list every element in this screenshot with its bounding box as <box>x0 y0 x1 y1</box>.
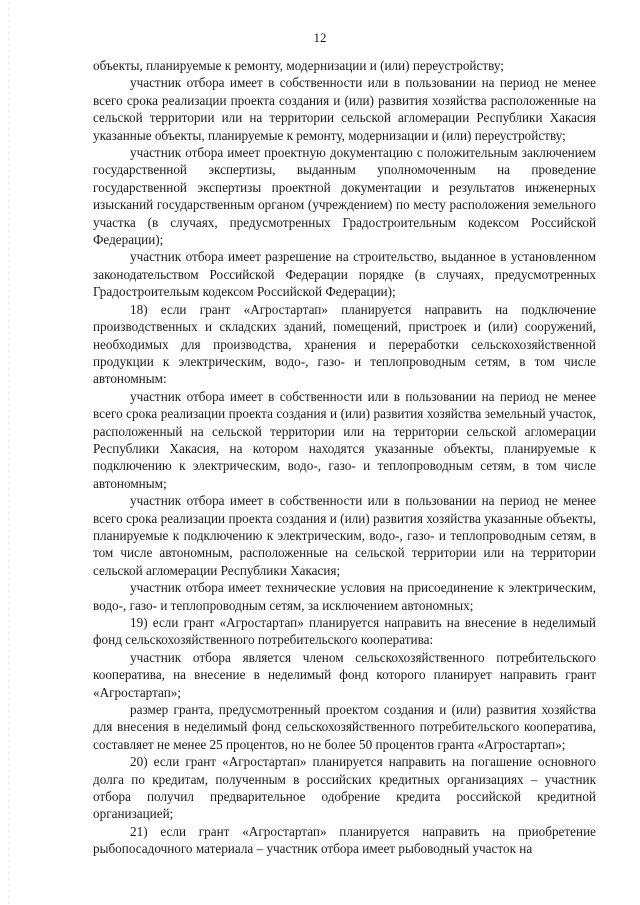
paragraph-11: размер гранта, предусмотренный проектом создания и (или) развития хозяйства для внесения в неделимый фонд сельскохозяйственного потребительского кооператива, составляет не менее 25 процентов, но не более 50 процентов гранта «Агростартап»; <box>93 702 596 752</box>
paragraph-13: 21) если грант «Агростартап» планируется направить на приобретение рыбопосадочного материала – участник отбора имеет рыбоводный участок на <box>93 823 596 857</box>
paragraph-1: объекты, планируемые к ремонту, модернизации и (или) переустройству; <box>93 58 504 73</box>
paragraph-9: 19) если грант «Агростартап» планируется направить на внесение в неделимый фонд сельскохозяйственного потребительского кооператива: <box>93 615 596 648</box>
paragraph-5: 18) если грант «Агростартап» планируется направить на подключение производственных и складских зданий, помещений, пристроек и (или) сооружений, необходимых для производства, хранения и переработки сельскохозяйственной продукции к электрическим, водо-, газо- и теплопроводным сетям, в том числе автономным: <box>93 301 596 387</box>
scan-margin-artifact <box>8 0 10 905</box>
paragraph-10: участник отбора является членом сельскохозяйственного потребительского кооператива, на внесение в неделимый фонд которого планирует направить грант «Агростартап»; <box>93 649 596 700</box>
paragraph-12: 20) если грант «Агростартап» планируется направить на погашение основного долга по кредитам, полученным в российских кредитных организациях – участник отбора получил предварительное одобрение кредита российской кредитной организацией; <box>93 754 596 822</box>
paragraph-4: участник отбора имеет разрешение на строительство, выданное в установленном законодательством Российской Федерации порядке (в случаях, предусмотренных Градостроительым кодексом Российской Федерации); <box>93 249 596 300</box>
page-number: 12 <box>313 30 327 45</box>
paragraph-3: участник отбора имеет проектную документацию с положительным заключением государственной экспертизы, выданным уполномоченным на проведение государственной экспертизы проектной документации и результатов инженерных изысканий государственным органом (учреждением) по месту расположения земельного участка (в случаях, предусмотренных Градостроительным кодексом Российской Федерации); <box>93 145 596 248</box>
paragraph-8: участник отбора имеет технические условия на присоединение к электрическим, водо-, газо- и теплопроводным сетям, за исключением автономных; <box>93 580 596 613</box>
paragraph-2: участник отбора имеет в собственности или в пользовании на период не менее всего срока реализации проекта создания и (или) развития хозяйства расположенные на сельской территории или на территории сельской агломерации Республики Хакасия указанные объекты, планируемые к ремонту, модернизации и (или) переустройству; <box>93 75 596 143</box>
document-body <box>93 57 596 858</box>
paragraph-7: участник отбора имеет в собственности или в пользовании на период не менее всего срока реализации проекта создания и (или) развития хозяйства указанные объекты, планируемые к подключению к электрическим, водо-, газо- и теплопроводным сетям, в том числе автономным, расположенные на сельской территории или на территории сельской агломерации Республики Хакасия; <box>93 493 596 578</box>
paragraph-6: участник отбора имеет в собственности или в пользовании на период не менее всего срока реализации проекта создания и (или) развития хозяйства земельный участок, расположенный на сельской территории или на территории сельской агломерации Республики Хакасия, на котором находятся указанные объекты, планируемые к подключению к электрическим, водо-, газо- и теплопроводным сетям, в том числе автономным; <box>93 388 596 491</box>
